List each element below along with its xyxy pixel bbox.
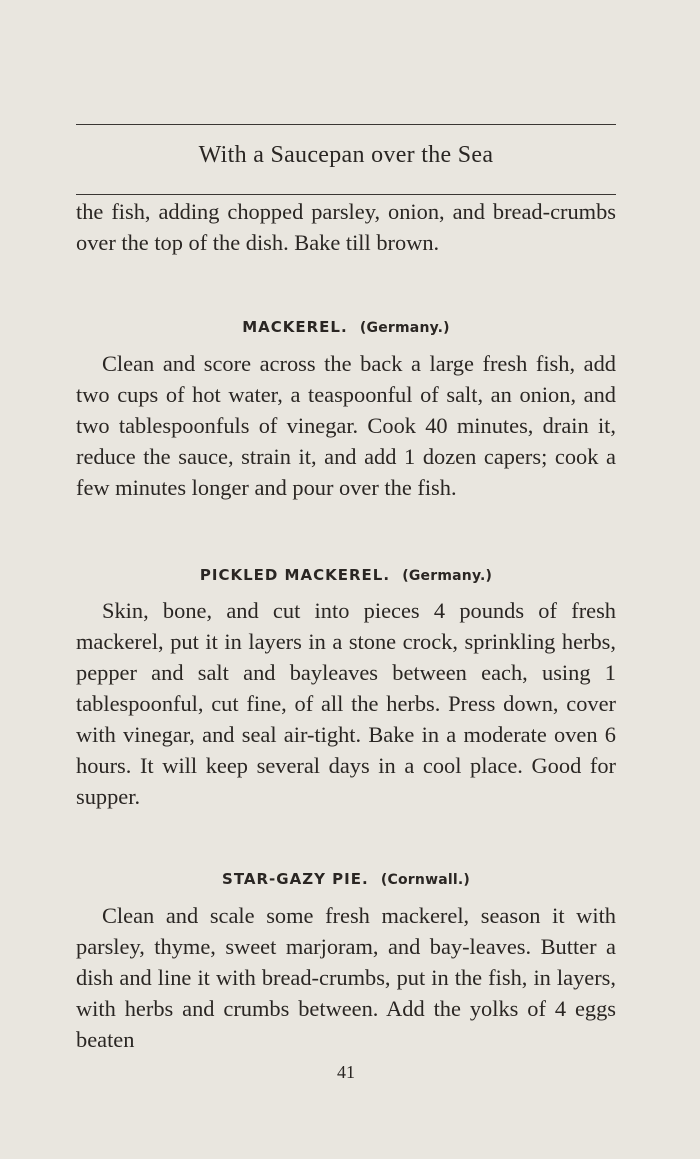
recipe-heading-mackerel: [76, 318, 616, 336]
header-rule-bottom: [76, 194, 616, 195]
recipe-text-star-gazy-pie: Clean and scale some fresh mackerel, season it with parsley, thyme, sweet marjoram, and bay-leaves. Butter a dish and line it with bread-crumbs, put in the fish, in layers, with herbs and crumbs between. Add the yolks of 4 eggs beaten: [76, 903, 616, 1052]
recipe-text-mackerel: Clean and score across the back a large fresh fish, add two cups of hot water, a teaspoonful of salt, an onion, and two tablespoonfuls of vinegar. Cook 40 minutes, drain it, reduce the sauce, strain it, and add 1 dozen capers; cook a few minutes longer and pour over the fish.: [76, 351, 616, 500]
recipe-heading-star-gazy-pie: [76, 870, 616, 888]
recipe-origin: (Germany.): [359, 320, 450, 336]
recipe-text-pickled-mackerel: Skin, bone, and cut into pieces 4 pounds of fresh mackerel, put it in layers in a stone crock, sprinkling herbs, pepper and salt and bayleaves between each, using 1 tablespoonful, cut fine, of all the herbs. Press down, cover with vinegar, and seal air-tight. Bake in a moderate oven 6 hours. It will keep several days in a cool place. Good for supper.: [76, 598, 616, 809]
header-rule-top: [76, 124, 616, 125]
recipe-origin: (Cornwall.): [380, 872, 470, 888]
recipe-heading-pickled-mackerel: [76, 566, 616, 584]
recipe-title: PICKLED MACKEREL.: [199, 566, 391, 584]
recipe-title: STAR-GAZY PIE.: [222, 870, 369, 888]
recipe-origin: (Germany.): [402, 568, 493, 584]
running-head: With a Saucepan over the Sea: [198, 142, 494, 168]
recipe-title: MACKEREL.: [242, 318, 348, 336]
page-number: 41: [337, 1062, 355, 1082]
continuation-paragraph: the fish, adding chopped parsley, onion, and bread-crumbs over the top of the dish. Bake till brown.: [76, 199, 616, 255]
